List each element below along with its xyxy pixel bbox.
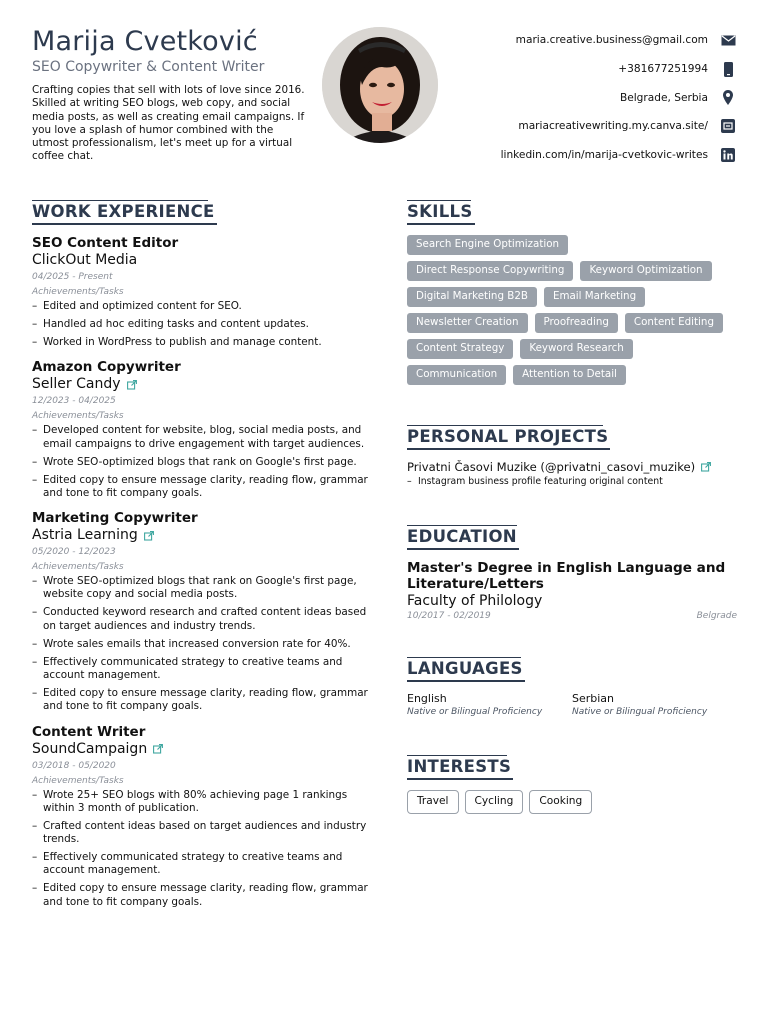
job-title: Content Writer — [32, 723, 146, 740]
education-degree: Master's Degree in English Language and Literature/Letters — [407, 560, 726, 592]
education-section-header — [407, 525, 737, 550]
external-link-icon[interactable] — [127, 380, 137, 390]
skill-tag: Newsletter Creation — [407, 313, 528, 333]
education-dates: 10/2017 - 02/2019 — [407, 611, 491, 621]
linkedin-link[interactable]: linkedin.com/in/marija-cvetkovic-writes — [500, 149, 708, 162]
skill-tag: Direct Response Copywriting — [407, 261, 573, 281]
languages-section-header — [407, 657, 737, 682]
external-link-icon[interactable] — [153, 744, 163, 754]
bullet-item: – Edited copy to ensure message clarity, reading flow, grammar and tone to fit company goals. — [32, 474, 372, 501]
project-title-text: Privatni Časovi Muzike (@privatni_casovi_muzike) — [407, 460, 696, 474]
skill-tag: Keyword Research — [520, 339, 632, 359]
language-item — [572, 692, 737, 719]
education-school: Faculty of Philology — [407, 593, 543, 609]
bullet-item: – Handled ad hoc editing tasks and content updates. — [32, 318, 372, 331]
job-company — [32, 741, 372, 758]
contact-location — [406, 83, 736, 112]
contact-phone[interactable] — [406, 55, 736, 84]
skill-tag: Proofreading — [535, 313, 618, 333]
language-level: Native or Bilingual Proficiency — [572, 707, 708, 717]
company-name: Seller Candy — [32, 376, 121, 393]
website-link[interactable]: mariacreativewriting.my.canva.site/ — [518, 120, 708, 133]
location-text: Belgrade, Serbia — [619, 91, 708, 104]
bullet-item: – Edited copy to ensure message clarity, reading flow, grammar and tone to fit company goals. — [32, 882, 372, 909]
email-link[interactable]: maria.creative.business@gmail.com — [515, 34, 708, 47]
language-name: English — [407, 692, 447, 705]
project-name — [407, 460, 737, 474]
job-title: SEO Content Editor — [32, 235, 179, 251]
job-entry — [32, 235, 372, 349]
section-title-skills: SKILLS — [407, 200, 475, 225]
projects-section-header — [407, 425, 737, 450]
skills-list — [407, 235, 737, 385]
skill-tag: Communication — [407, 365, 506, 385]
project-description: – Instagram business profile featuring original content — [407, 475, 737, 489]
language-item — [407, 692, 572, 719]
achievements-label: Achievements/Tasks — [32, 775, 124, 786]
skill-tag: Email Marketing — [544, 287, 645, 307]
language-level: Native or Bilingual Proficiency — [407, 707, 543, 717]
linkedin-icon — [720, 147, 736, 163]
job-bullets — [32, 424, 372, 500]
job-entry — [32, 359, 372, 500]
achievements-label: Achievements/Tasks — [32, 287, 124, 297]
company-name: Astria Learning — [32, 527, 138, 544]
resume-header — [0, 0, 768, 190]
contact-website[interactable] — [406, 112, 736, 141]
skill-tag: Keyword Optimization — [580, 261, 711, 281]
website-icon — [720, 118, 736, 134]
job-dates: 03/2018 - 05/2020 — [32, 760, 116, 771]
job-title: Marketing Copywriter — [32, 510, 198, 527]
interest-tag: Travel — [407, 790, 459, 814]
interests-list — [407, 790, 737, 814]
achievements-label: Achievements/Tasks — [32, 562, 124, 573]
contact-list — [406, 26, 736, 169]
skill-tag: Attention to Detail — [513, 365, 626, 385]
section-title-languages: LANGUAGES — [407, 657, 525, 682]
location-pin-icon — [720, 90, 736, 106]
candidate-subtitle: SEO Copywriter & Content Writer — [32, 59, 265, 75]
candidate-summary: Crafting copies that sell with lots of love since 2016. Skilled at writing SEO blogs, web copy, and social media posts, as well as creating email campaigns. If you love a splash of humor combined with the utmost professionalism, let's meet up for a virtual coffee chat. — [32, 84, 305, 163]
work-experience-section-header — [32, 200, 372, 225]
bullet-item: – Wrote 25+ SEO blogs with 80% achieving page 1 rankings within 3 month of publication. — [32, 789, 372, 816]
company-name: ClickOut Media — [32, 252, 138, 268]
job-company — [32, 252, 372, 269]
skill-tag: Search Engine Optimization — [407, 235, 568, 255]
bullet-item: – Conducted keyword research and crafted content ideas based on target audiences and industry trends. — [32, 606, 372, 633]
job-company — [32, 376, 372, 393]
contact-linkedin[interactable] — [406, 141, 736, 170]
job-title: Amazon Copywriter — [32, 359, 181, 376]
bullet-item: – Worked in WordPress to publish and manage content. — [32, 336, 372, 349]
education-meta — [407, 611, 737, 621]
skill-tag: Content Strategy — [407, 339, 513, 359]
job-entry — [32, 510, 372, 713]
job-dates: 05/2020 - 12/2023 — [32, 547, 116, 558]
bullet-item: – Edited copy to ensure message clarity, reading flow, grammar and tone to fit company goals. — [32, 687, 372, 714]
job-entry — [32, 724, 372, 909]
section-title-work: WORK EXPERIENCE — [32, 200, 217, 225]
envelope-icon — [720, 32, 736, 48]
skill-tag: Digital Marketing B2B — [407, 287, 537, 307]
interest-tag: Cycling — [465, 790, 524, 814]
bullet-item: – Wrote SEO-optimized blogs that rank on Google's first page. — [32, 456, 372, 469]
languages-list — [407, 692, 737, 719]
education-location: Belgrade — [696, 611, 737, 621]
achievements-label: Achievements/Tasks — [32, 411, 124, 422]
bullet-item: – Wrote SEO-optimized blogs that rank on Google's first page, website copy and social media posts. — [32, 575, 372, 602]
job-dates: 12/2023 - 04/2025 — [32, 396, 116, 407]
candidate-name: Marija Cvetković — [32, 26, 258, 57]
contact-email[interactable] — [406, 26, 736, 55]
interest-tag: Cooking — [529, 790, 592, 814]
job-dates: 04/2025 - Present — [32, 272, 113, 282]
interests-section-header — [407, 755, 737, 780]
company-name: SoundCampaign — [32, 740, 148, 757]
bullet-item: – Edited and optimized content for SEO. — [32, 300, 372, 313]
bullet-item: – Wrote sales emails that increased conversion rate for 40%. — [32, 638, 372, 651]
bullet-item: – Developed content for website, blog, social media posts, and email campaigns to drive engagement with target audiences. — [32, 424, 372, 451]
job-bullets — [32, 789, 372, 909]
job-bullets — [32, 300, 372, 349]
skill-tag: Content Editing — [625, 313, 723, 333]
bullet-item: – Effectively communicated strategy to creative teams and account management. — [32, 851, 372, 878]
job-bullets — [32, 575, 372, 713]
external-link-icon[interactable] — [144, 531, 154, 541]
section-title-interests: INTERESTS — [407, 755, 513, 780]
external-link-icon[interactable] — [701, 462, 711, 472]
bullet-item: – Effectively communicated strategy to creative teams and account management. — [32, 656, 372, 683]
phone-link[interactable]: +381677251994 — [618, 63, 708, 76]
phone-icon — [720, 61, 736, 77]
section-title-education: EDUCATION — [407, 525, 519, 550]
job-company — [32, 527, 372, 544]
bullet-item: – Crafted content ideas based on target audiences and industry trends. — [32, 820, 372, 847]
language-name: Serbian — [572, 692, 615, 705]
skills-section-header — [407, 200, 737, 225]
section-title-projects: PERSONAL PROJECTS — [407, 425, 610, 450]
left-column — [32, 200, 372, 919]
right-column — [407, 200, 737, 814]
